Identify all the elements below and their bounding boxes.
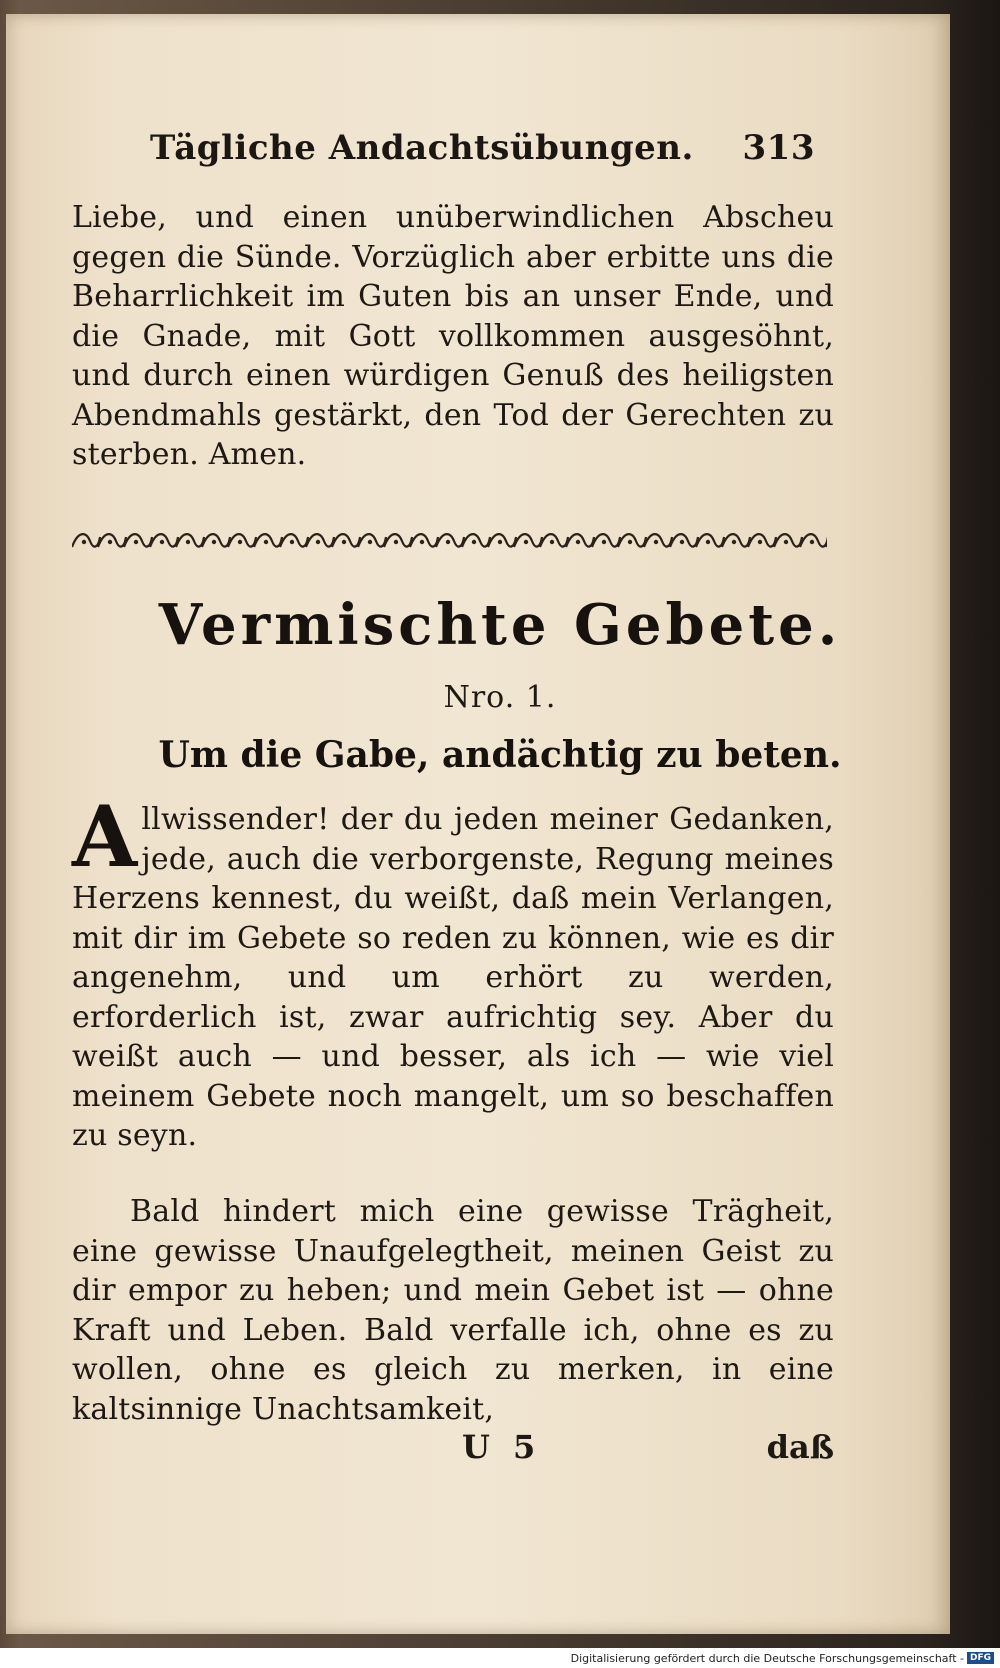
ornament-dot — [602, 540, 606, 544]
ornament-curl — [462, 534, 490, 547]
ornament-curl — [774, 534, 802, 547]
prayer-title: Um die Gabe, andächtig zu beten. — [158, 734, 842, 776]
ornament-dot — [82, 540, 86, 544]
ornament-curl — [566, 534, 594, 547]
ornament-curl — [488, 534, 516, 547]
ornament-curl — [176, 534, 204, 547]
paragraph-prayer-continued — [72, 1192, 834, 1429]
credit-text: Digitalisierung gefördert durch die Deutsche Forschungsgemeinschaft - — [570, 1651, 964, 1665]
ornament-dot — [290, 540, 294, 544]
ornament-dot — [394, 540, 398, 544]
paragraph-text: Bald hindert mich eine gewisse Trägheit, eine gewisse Unaufgelegtheit, meinen Geist zu dir empor zu heben; und mein Gebet ist — ohne Kraft und Leben. Bald verfalle ich, ohne es zu wollen, ohne es gleich zu merken, in eine kaltsinnige Unachtsamkeit, — [72, 1194, 834, 1427]
ornament-curl — [280, 534, 308, 547]
ornament-curl — [332, 534, 360, 547]
ornament-curl — [670, 534, 698, 547]
ornament-curl — [306, 534, 334, 547]
section-title: Vermischte Gebete. — [158, 592, 842, 658]
ornament-dot — [316, 540, 320, 544]
paragraph-text — [72, 787, 834, 1156]
ornament-dot — [472, 540, 476, 544]
ornament-dot — [628, 540, 632, 544]
ornament-curl — [592, 534, 620, 547]
paragraph-text: Liebe, und einen unüberwindlichen Abscheu gegen die Sünde. Vorzüglich aber erbitte uns die Beharrlichkeit im Guten bis an unser Ende, und die Gnade, mit Gott vollkommen ausgesöhnt, und durch einen würdigen Genuß des heiligsten Abendmahls gestärkt, den Tod der Gerechten zu sterben. Amen. — [72, 200, 834, 472]
ornament-dot — [420, 540, 424, 544]
ornament-dot — [654, 540, 658, 544]
ornament-curl — [254, 534, 282, 547]
ornament-curl — [72, 534, 100, 547]
ornament-dot — [212, 540, 216, 544]
decorative-ornament-rule — [72, 527, 827, 557]
page-footer — [72, 1428, 834, 1474]
ornament-dot — [108, 540, 112, 544]
dfg-logo: DFG — [967, 1652, 994, 1664]
ornament-curl — [618, 534, 646, 547]
ornament-dot — [810, 540, 814, 544]
ornament-curl — [436, 534, 464, 547]
ornament-curl — [202, 534, 230, 547]
ornament-dot — [342, 540, 346, 544]
running-head — [150, 128, 815, 174]
ornament-dot — [368, 540, 372, 544]
ornament-dot — [680, 540, 684, 544]
ornament-dot — [446, 540, 450, 544]
ornament-curl — [540, 534, 568, 547]
ornament-curl — [722, 534, 750, 547]
ornament-dot — [264, 540, 268, 544]
ornament-dot — [706, 540, 710, 544]
ornament-dot — [238, 540, 242, 544]
page-number: 313 — [742, 128, 815, 168]
ornament-curl — [514, 534, 542, 547]
ornament-curl — [644, 534, 672, 547]
ornament-dot — [784, 540, 788, 544]
ornament-curl — [150, 534, 178, 547]
ornament-dot — [758, 540, 762, 544]
ornament-curl — [358, 534, 386, 547]
running-head-title: Tägliche Andachtsübungen. — [150, 128, 694, 168]
ornament-dot — [134, 540, 138, 544]
ornament-dot — [160, 540, 164, 544]
ornament-dot — [576, 540, 580, 544]
ornament-dot — [186, 540, 190, 544]
ornament-curl — [124, 534, 152, 547]
drop-capital: A — [72, 787, 138, 886]
ornament-dot — [550, 540, 554, 544]
ornament-curl — [696, 534, 724, 547]
ornament-curl — [228, 534, 256, 547]
signature-mark: U 5 — [462, 1428, 542, 1466]
ornament-curl — [410, 534, 438, 547]
ornament-dot — [498, 540, 502, 544]
ornament-curl — [384, 534, 412, 547]
catchword: daß — [766, 1428, 834, 1466]
ornament-dot — [524, 540, 528, 544]
ornament-curl — [748, 534, 776, 547]
credit-bar — [0, 1648, 1000, 1668]
ornament-curl — [98, 534, 126, 547]
ornament-dot — [732, 540, 736, 544]
paragraph-prayer-opening — [72, 787, 834, 1156]
paragraph-body: llwissender! der du jeden meiner Gedanken, jede, auch die verborgenste, Regung meines Herzens kennest, du weißt, daß mein Verlangen, mit dir im Gebete so reden zu können, wie es dir angenehm, und um erhört zu werden, erforderlich ist, zwar aufrichtig sey. Aber du weißt auch — und besser, als ich — wie viel meinem Gebete noch mangelt, um so beschaffen zu seyn. — [72, 802, 834, 1153]
paragraph-closing-prayer — [72, 198, 834, 475]
prayer-number: Nro. 1. — [443, 680, 557, 715]
